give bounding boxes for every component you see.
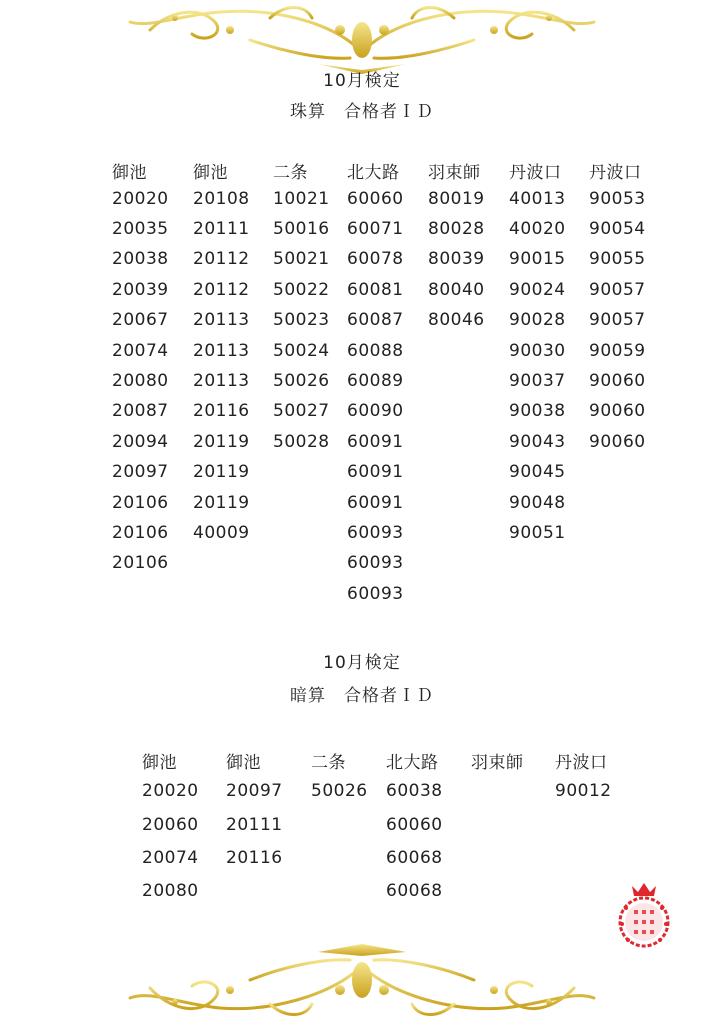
passer-id: 20097	[226, 781, 283, 802]
passer-id: 20074	[142, 847, 199, 868]
passer-id: 90015	[509, 249, 566, 270]
bottom-ornament	[0, 936, 724, 1024]
passer-id: 60078	[347, 249, 404, 270]
column-header: 北大路	[347, 163, 400, 183]
passer-id: 20074	[112, 340, 169, 361]
passer-id: 60091	[347, 492, 404, 513]
passer-id: 60087	[347, 310, 404, 331]
passer-id: 40013	[509, 188, 566, 209]
passer-id: 20038	[112, 249, 169, 270]
passer-id: 90043	[509, 431, 566, 452]
passer-id: 60060	[347, 188, 404, 209]
passer-id: 20020	[112, 188, 169, 209]
passer-id: 20080	[142, 880, 199, 901]
passer-id: 20112	[193, 249, 250, 270]
passer-id: 20112	[193, 279, 250, 300]
passer-id: 60090	[347, 401, 404, 422]
passer-id: 20020	[142, 781, 199, 802]
passer-id: 20106	[112, 522, 169, 543]
column-header: 羽束師	[428, 163, 481, 183]
passer-id: 20108	[193, 188, 250, 209]
passer-id: 90012	[555, 781, 612, 802]
passer-id: 20113	[193, 370, 250, 391]
passer-id: 60093	[347, 522, 404, 543]
column-header: 丹波口	[589, 163, 642, 183]
passer-id: 90060	[589, 370, 646, 391]
passer-id: 20116	[226, 847, 283, 868]
passer-id: 50023	[273, 310, 330, 331]
passer-id: 50028	[273, 431, 330, 452]
passer-id: 50022	[273, 279, 330, 300]
passer-id: 40009	[193, 522, 250, 543]
passer-id: 80046	[428, 310, 485, 331]
passer-id: 40020	[509, 218, 566, 239]
passer-id: 60093	[347, 583, 404, 604]
passer-id: 20067	[112, 310, 169, 331]
passer-id: 10021	[273, 188, 330, 209]
passer-id: 20097	[112, 462, 169, 483]
passer-id: 60089	[347, 370, 404, 391]
passer-id: 20113	[193, 340, 250, 361]
column-header: 御池	[193, 163, 228, 183]
passer-id: 20111	[193, 218, 250, 239]
passer-id: 60081	[347, 279, 404, 300]
passer-id: 90037	[509, 370, 566, 391]
passer-id: 90059	[589, 340, 646, 361]
section2-month-title: 10月検定	[323, 653, 401, 673]
passer-id: 60091	[347, 431, 404, 452]
passer-id: 20039	[112, 279, 169, 300]
column-header: 二条	[273, 163, 308, 183]
passer-id: 20106	[112, 492, 169, 513]
passer-id: 80028	[428, 218, 485, 239]
passer-id: 60068	[386, 880, 443, 901]
column-header: 丹波口	[509, 163, 562, 183]
passer-id: 90055	[589, 249, 646, 270]
passer-id: 50021	[273, 249, 330, 270]
passer-id: 90057	[589, 310, 646, 331]
passer-id: 80040	[428, 279, 485, 300]
passer-id: 90030	[509, 340, 566, 361]
column-header: 二条	[311, 753, 346, 773]
passer-id: 60068	[386, 847, 443, 868]
passer-id: 20087	[112, 401, 169, 422]
passer-id: 60060	[386, 814, 443, 835]
passer-id: 20094	[112, 431, 169, 452]
column-header: 御池	[226, 753, 261, 773]
passer-id: 90060	[589, 431, 646, 452]
passer-id: 90048	[509, 492, 566, 513]
passer-id: 20113	[193, 310, 250, 331]
column-header: 御池	[142, 753, 177, 773]
passer-id: 90053	[589, 188, 646, 209]
passer-id: 60091	[347, 462, 404, 483]
passer-id: 60038	[386, 781, 443, 802]
column-header: 北大路	[386, 753, 439, 773]
passer-id: 20119	[193, 462, 250, 483]
passer-id: 90038	[509, 401, 566, 422]
passer-id: 90045	[509, 462, 566, 483]
passer-id: 20106	[112, 553, 169, 574]
passer-id: 90028	[509, 310, 566, 331]
passer-id: 90054	[589, 218, 646, 239]
passer-id: 20111	[226, 814, 283, 835]
passer-id: 90057	[589, 279, 646, 300]
passer-id: 20060	[142, 814, 199, 835]
passer-id: 50026	[311, 781, 368, 802]
passer-id: 80039	[428, 249, 485, 270]
passer-id: 60071	[347, 218, 404, 239]
passer-id: 20119	[193, 492, 250, 513]
passer-id: 80019	[428, 188, 485, 209]
passer-id: 90051	[509, 522, 566, 543]
passer-id: 50026	[273, 370, 330, 391]
section1-month-title: 10月検定	[323, 71, 401, 91]
passer-id: 20119	[193, 431, 250, 452]
passer-id: 20035	[112, 218, 169, 239]
passer-id: 60088	[347, 340, 404, 361]
passer-id: 20116	[193, 401, 250, 422]
passer-id: 60093	[347, 553, 404, 574]
top-ornament	[0, 0, 724, 76]
passer-id: 50024	[273, 340, 330, 361]
passer-id: 50027	[273, 401, 330, 422]
passer-id: 90024	[509, 279, 566, 300]
column-header: 御池	[112, 163, 147, 183]
column-header: 羽束師	[471, 753, 524, 773]
passer-id: 50016	[273, 218, 330, 239]
section1-subtitle: 珠算 合格者ＩＤ	[290, 102, 434, 122]
section2-subtitle: 暗算 合格者ＩＤ	[290, 686, 434, 706]
column-header: 丹波口	[555, 753, 608, 773]
passer-id: 90060	[589, 401, 646, 422]
passer-id: 20080	[112, 370, 169, 391]
